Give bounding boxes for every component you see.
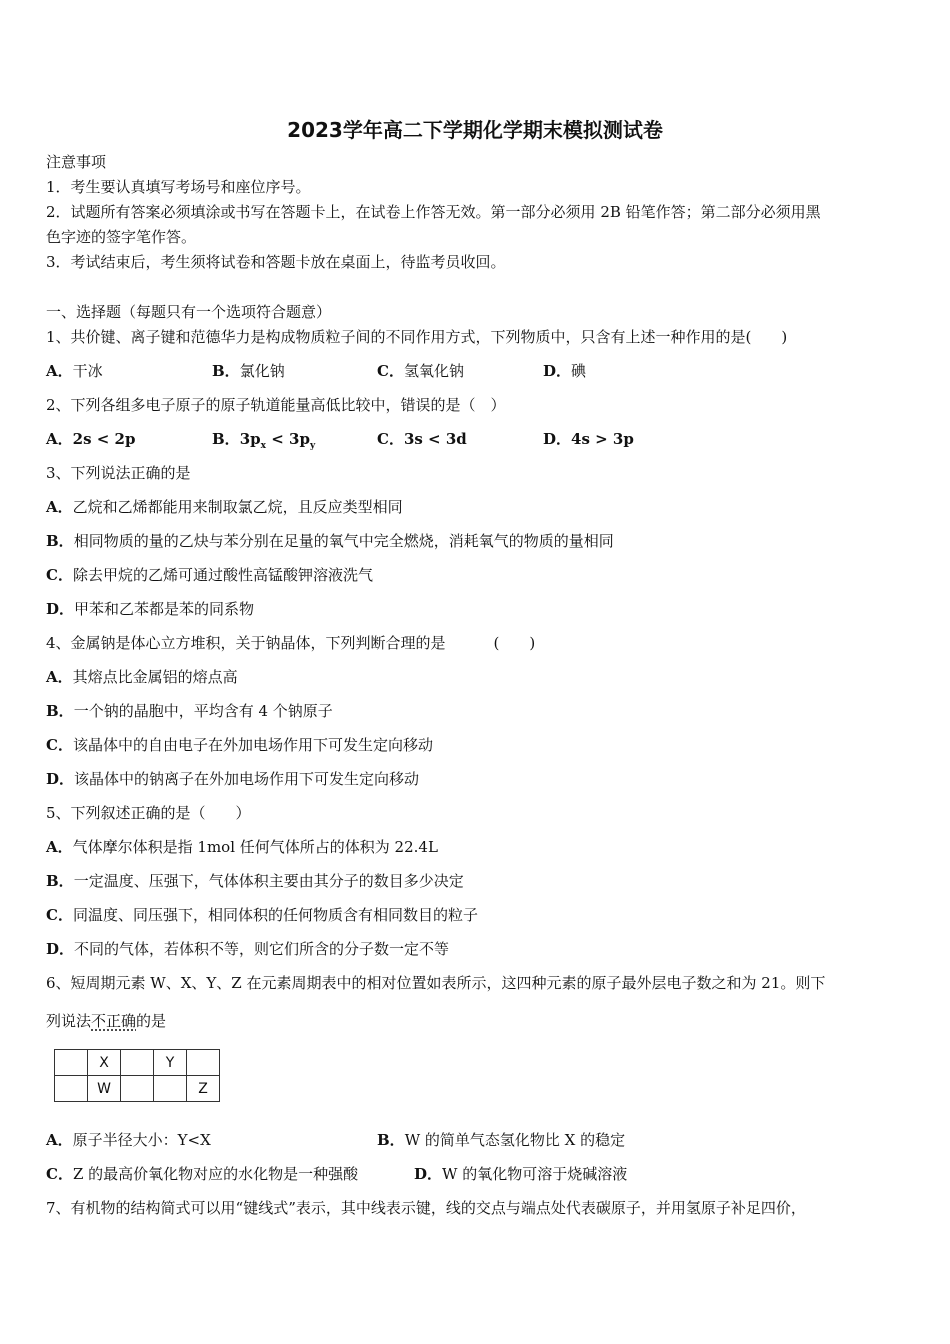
answer-paren: ( ) (493, 634, 536, 652)
option-label: B． (212, 430, 240, 448)
table-row (55, 1076, 220, 1102)
question-6-option-d[interactable] (414, 1164, 627, 1184)
option-text: 氯化钠 (239, 362, 285, 380)
option-text: W 的氧化物可溶于烧碱溶液 (442, 1165, 628, 1183)
table-cell (121, 1050, 154, 1076)
question-6-option-b[interactable] (377, 1130, 625, 1150)
option-label: C． (46, 566, 73, 584)
question-2-option-b[interactable] (212, 429, 315, 456)
option-label: D． (46, 770, 75, 788)
question-4-option-c[interactable] (46, 735, 433, 755)
option-label: D． (414, 1165, 443, 1183)
table-cell: W (88, 1076, 121, 1102)
option-text: 碘 (571, 362, 587, 380)
option-label: D． (46, 940, 75, 958)
question-4-option-d[interactable] (46, 769, 419, 789)
question-6-option-c[interactable] (46, 1164, 358, 1184)
option-text: 该晶体中的自由电子在外加电场作用下可发生定向移动 (72, 736, 433, 754)
option-text: 氢氧化钠 (403, 362, 464, 380)
option-text-mid: < 3p (266, 430, 310, 448)
option-label: B． (46, 872, 74, 890)
table-row (55, 1050, 220, 1076)
question-7-stem: 7、有机物的结构简式可以用“键线式”表示，其中线表示键，线的交点与端点处代表碳原子，并用氢原子补足四价， (46, 1199, 806, 1217)
question-1-option-a[interactable] (46, 361, 103, 381)
option-text: 2s < 2p (72, 430, 136, 448)
question-6-stem: 6、短周期元素 W、X、Y、Z 在元素周期表中的相对位置如表所示，这四种元素的原子最外层电子数之和为 21。则下 (46, 974, 826, 992)
table-cell: Z (187, 1076, 220, 1102)
notice-item-2: 2．试题所有答案必须填涂或书写在答题卡上，在试卷上作答无效。第一部分必须用 2B 铅笔作答；第二部分必须用黑 (46, 203, 821, 221)
option-text: 气体摩尔体积是指 1mol 任何气体所占的体积为 22.4L (72, 838, 438, 856)
question-3-option-c[interactable] (46, 565, 373, 585)
table-cell: X (88, 1050, 121, 1076)
question-6-stem-cont (46, 1011, 166, 1031)
table-cell (187, 1050, 220, 1076)
page-title: 2023学年高二下学期化学期末模拟测试卷 (287, 118, 663, 142)
question-4-option-b[interactable] (46, 701, 333, 721)
option-text: 不同的气体，若体积不等，则它们所含的分子数一定不等 (74, 940, 450, 958)
question-4-stem (46, 633, 535, 653)
subscript-x: x (260, 441, 266, 451)
option-label: D． (543, 430, 572, 448)
question-4-text: 4、金属钠是体心立方堆积，关于钠晶体，下列判断合理的是 (46, 634, 446, 652)
table-cell (55, 1050, 88, 1076)
option-label: D． (543, 362, 572, 380)
option-text: 同温度、同压强下，相同体积的任何物质含有相同数目的粒子 (72, 906, 478, 924)
stem-pre: 列说法 (46, 1012, 92, 1030)
table-cell (154, 1076, 187, 1102)
option-label: A． (46, 668, 73, 686)
question-3-stem: 3、下列说法正确的是 (46, 464, 191, 482)
question-2-stem: 2、下列各组多电子原子的原子轨道能量高低比较中，错误的是（ ） (46, 396, 506, 414)
question-3-option-a[interactable] (46, 497, 403, 517)
notice-item-1: 1．考生要认真填写考场号和座位序号。 (46, 178, 311, 196)
question-5-stem: 5、下列叙述正确的是（ ） (46, 804, 251, 822)
option-text: 该晶体中的钠离子在外加电场作用下可发生定向移动 (74, 770, 420, 788)
section-heading: 一、选择题（每题只有一个选项符合题意） (46, 303, 332, 321)
option-label: C． (46, 736, 73, 754)
option-label: C． (46, 1165, 73, 1183)
question-5-option-d[interactable] (46, 939, 449, 959)
stem-post: 的是 (136, 1012, 167, 1030)
notice-item-3: 3．考试结束后，考生须将试卷和答题卡放在桌面上，待监考员收回。 (46, 253, 506, 271)
option-text: 一个钠的晶胞中，平均含有 4 个钠原子 (73, 702, 333, 720)
question-2-option-d[interactable] (543, 429, 634, 449)
emphasis-not-correct: 不正确 (91, 1012, 137, 1030)
option-text: 一定温度、压强下，气体体积主要由其分子的数目多少决定 (73, 872, 464, 890)
option-label: A． (46, 838, 73, 856)
option-text: 4s > 3p (571, 430, 634, 448)
subscript-y: y (309, 441, 316, 451)
option-text: 原子半径大小：Y<X (72, 1131, 211, 1149)
option-label: A． (46, 430, 73, 448)
option-text: W 的简单气态氢化物比 X 的稳定 (404, 1131, 626, 1149)
option-label: C． (377, 430, 404, 448)
question-2-option-a[interactable] (46, 429, 135, 449)
question-5-option-a[interactable] (46, 837, 438, 857)
question-1-stem: 1、共价键、离子键和范德华力是构成物质粒子间的不同作用方式，下列物质中，只含有上述一种作用的是( ) (46, 328, 788, 346)
option-text: 甲苯和乙苯都是苯的同系物 (74, 600, 255, 618)
question-2-option-c[interactable] (377, 429, 467, 449)
periodic-table-excerpt (54, 1049, 220, 1102)
option-label: B． (212, 362, 240, 380)
table-cell (55, 1076, 88, 1102)
question-1-option-d[interactable] (543, 361, 586, 381)
option-label: A． (46, 1131, 73, 1149)
option-label: C． (377, 362, 404, 380)
notice-heading: 注意事项 (46, 153, 107, 171)
table-cell (121, 1076, 154, 1102)
option-label: A． (46, 498, 73, 516)
option-text: 除去甲烷的乙烯可通过酸性高锰酸钾溶液洗气 (72, 566, 373, 584)
question-1-option-b[interactable] (212, 361, 285, 381)
option-text: Z 的最高价氧化物对应的水化物是一种强酸 (72, 1165, 359, 1183)
option-text: 乙烷和乙烯都能用来制取氯乙烷，且反应类型相同 (72, 498, 403, 516)
question-4-option-a[interactable] (46, 667, 238, 687)
question-3-option-d[interactable] (46, 599, 254, 619)
option-label: B． (46, 702, 74, 720)
option-label: B． (377, 1131, 405, 1149)
table-cell: Y (154, 1050, 187, 1076)
question-6-option-a[interactable] (46, 1130, 211, 1150)
option-text: 其熔点比金属铝的熔点高 (72, 668, 238, 686)
option-label: B． (46, 532, 74, 550)
option-text: 干冰 (72, 362, 103, 380)
question-3-option-b[interactable] (46, 531, 614, 551)
question-1-option-c[interactable] (377, 361, 464, 381)
option-label: D． (46, 600, 75, 618)
question-5-option-c[interactable] (46, 905, 478, 925)
option-text: 3p (239, 430, 261, 448)
option-text: 3s < 3d (403, 430, 467, 448)
option-label: C． (46, 906, 73, 924)
notice-item-2-cont: 色字迹的签字笔作答。 (46, 228, 197, 246)
option-text: 相同物质的量的乙炔与苯分别在足量的氧气中完全燃烧，消耗氧气的物质的量相同 (73, 532, 614, 550)
option-label: A． (46, 362, 73, 380)
question-5-option-b[interactable] (46, 871, 464, 891)
